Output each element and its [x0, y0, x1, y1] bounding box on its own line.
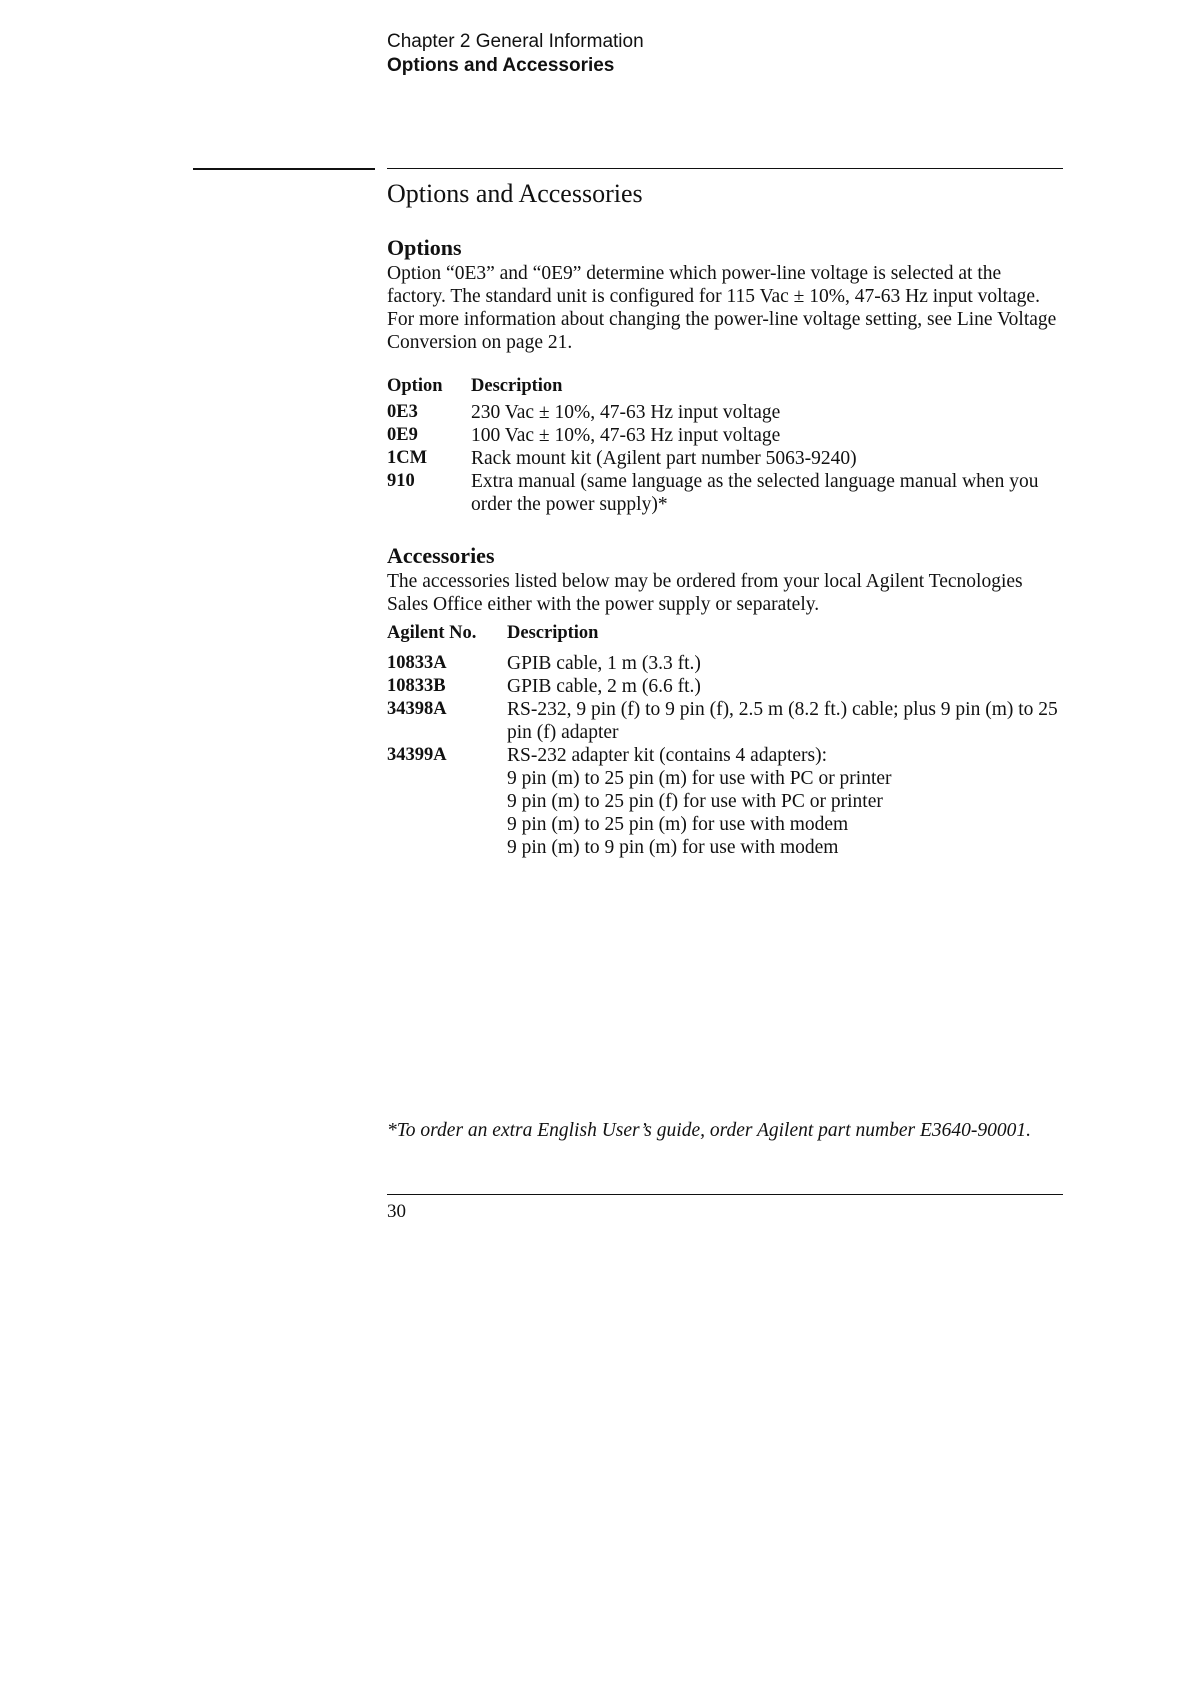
page-title: Options and Accessories: [387, 179, 643, 208]
footer-rule: [387, 1194, 1063, 1195]
table-row: [387, 401, 1063, 424]
item-code: 1CM: [387, 448, 428, 468]
accessories-table-body: [387, 652, 1063, 859]
options-table-body: [387, 401, 1063, 516]
item-description: [471, 424, 1063, 447]
item-code: 34398A: [387, 699, 447, 719]
description-line: 9 pin (m) to 9 pin (m) for use with modem: [507, 837, 839, 858]
accessories-intro: The accessories listed below may be ordered from your local Agilent Tecnologies Sales Office either with the power supply or separately.: [387, 571, 1023, 615]
description-line: RS-232 adapter kit (contains 4 adapters):: [507, 745, 828, 766]
left-margin-rule: [193, 168, 375, 170]
item-description: [507, 698, 1063, 744]
page-number: 30: [387, 1201, 406, 1222]
item-code: 910: [387, 471, 415, 491]
item-description: [507, 652, 1063, 675]
description-line: GPIB cable, 2 m (6.6 ft.): [507, 676, 701, 697]
item-code: 10833B: [387, 676, 446, 696]
options-heading: Options: [387, 235, 462, 260]
description-column-header: Description: [471, 376, 563, 396]
item-description: [471, 470, 1063, 516]
item-code: 34399A: [387, 745, 447, 765]
table-row: [387, 652, 1063, 675]
item-description: [471, 401, 1063, 424]
description-line: GPIB cable, 1 m (3.3 ft.): [507, 653, 701, 674]
table-row: [387, 470, 1063, 516]
options-intro: Option “0E3” and “0E9” determine which power-line voltage is selected at the factory. The standard unit is configured for 115 Vac ± 10%, 47-63 Hz input voltage. For more information about changing the power-line voltage setting, see Line Voltage Conversion on page 21.: [387, 263, 1057, 353]
accessories-table: [387, 622, 1063, 859]
table-row: [387, 698, 1063, 744]
description-line: 9 pin (m) to 25 pin (f) for use with PC or printer: [507, 791, 883, 812]
item-code: 0E3: [387, 402, 418, 422]
section-label: Options and Accessories: [387, 55, 615, 76]
main-content: [387, 176, 1063, 859]
item-code: 10833A: [387, 653, 447, 673]
table-row: [387, 447, 1063, 470]
options-table: [387, 375, 1063, 516]
description-line: Rack mount kit (Agilent part number 5063-9240): [471, 448, 857, 469]
table-row: [387, 424, 1063, 447]
description-line: 230 Vac ± 10%, 47-63 Hz input voltage: [471, 402, 781, 423]
item-description: [471, 447, 1063, 470]
option-column-header: Option: [387, 376, 443, 396]
description-column-header: Description: [507, 623, 599, 643]
footnote: *To order an extra English User’s guide, order Agilent part number E3640-90001.: [387, 1120, 1032, 1141]
options-table-header: [387, 375, 1063, 401]
accessories-table-header: [387, 622, 1063, 652]
section-rule: [387, 168, 1063, 169]
running-header: [387, 30, 644, 78]
description-line: RS-232, 9 pin (f) to 9 pin (f), 2.5 m (8.2 ft.) cable; plus 9 pin (m) to 25 pin (f) adapter: [507, 699, 1058, 743]
agilent-no-column-header: Agilent No.: [387, 623, 477, 643]
item-description: [507, 675, 1063, 698]
description-line: 9 pin (m) to 25 pin (m) for use with modem: [507, 814, 849, 835]
description-line: 9 pin (m) to 25 pin (m) for use with PC or printer: [507, 768, 892, 789]
description-line: 100 Vac ± 10%, 47-63 Hz input voltage: [471, 425, 781, 446]
table-row: [387, 744, 1063, 859]
item-description: [507, 744, 1063, 859]
chapter-label: Chapter 2 General Information: [387, 31, 644, 52]
description-line: Extra manual (same language as the selected language manual when you order the power supply)*: [471, 471, 1039, 515]
accessories-heading: Accessories: [387, 543, 495, 568]
item-code: 0E9: [387, 425, 418, 445]
table-row: [387, 675, 1063, 698]
